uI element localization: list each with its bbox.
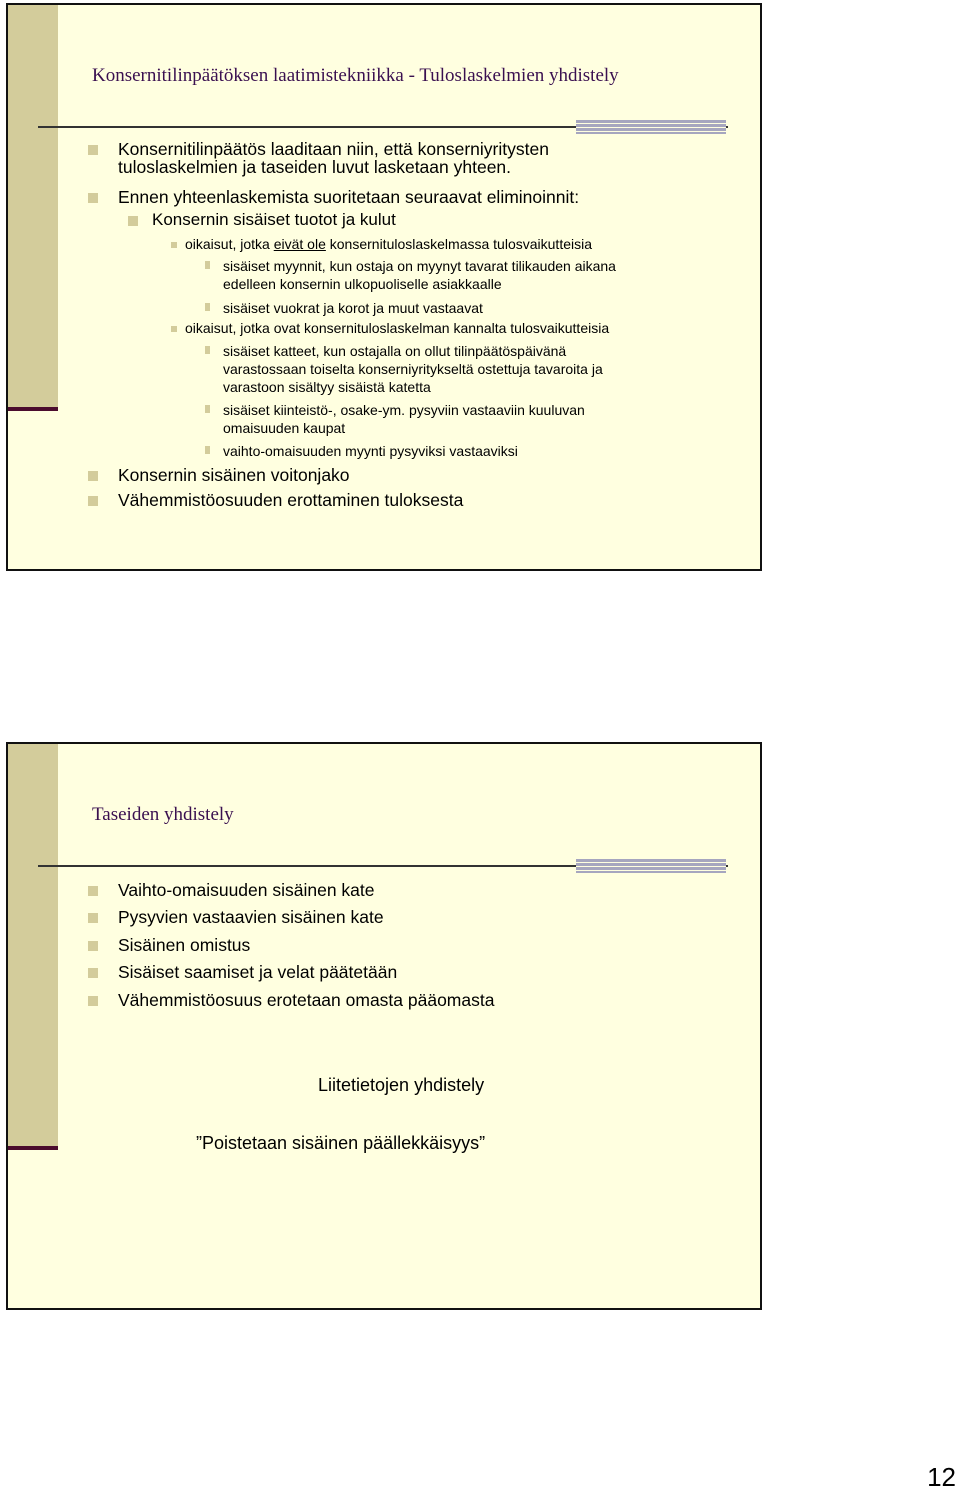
list-item bbox=[185, 237, 592, 252]
item-text: sisäiset myynnit, kun ostaja on myynyt tavarat tilikauden aikana bbox=[223, 258, 616, 274]
list-item: Konsernin sisäinen voitonjako bbox=[118, 465, 350, 485]
item-text: omaisuuden kaupat bbox=[223, 420, 346, 436]
list-item: Ennen yhteenlaskemista suoritetaan seuraavat eliminoinnit: bbox=[118, 187, 580, 207]
list-item: Vaihto-omaisuuden sisäinen kate bbox=[118, 880, 375, 900]
slide-1 bbox=[6, 3, 762, 571]
item-text: tuloslaskelmien ja taseiden luvut lasketaan yhteen. bbox=[118, 157, 512, 178]
list-item bbox=[223, 401, 585, 437]
list-item: Sisäinen omistus bbox=[118, 935, 251, 955]
item-text: edelleen konsernin ulkopuoliselle asiakkaalle bbox=[223, 276, 502, 292]
slide-2 bbox=[6, 742, 762, 1310]
slide-title: Taseiden yhdistely bbox=[92, 804, 234, 825]
slide-title: Konsernitilinpäätöksen laatimistekniikka - Tuloslaskelmien yhdistely bbox=[92, 65, 619, 86]
square-bullet-icon bbox=[88, 145, 98, 155]
quote: ”Poistetaan sisäinen päällekkäisyys” bbox=[196, 1133, 486, 1153]
square-bullet-icon bbox=[205, 303, 210, 311]
list-item: oikaisut, jotka ovat konsernituloslaskelman kannalta tulosvaikutteisia bbox=[185, 320, 610, 336]
item-text: oikaisut, jotka bbox=[185, 236, 274, 252]
square-bullet-icon bbox=[88, 913, 98, 923]
list-item: sisäiset vuokrat ja korot ja muut vastaavat bbox=[223, 300, 483, 316]
list-item bbox=[118, 140, 549, 177]
item-text: sisäiset katteet, kun ostajalla on ollut tilinpäätöspäivänä bbox=[223, 343, 567, 359]
square-bullet-icon bbox=[171, 242, 177, 248]
square-bullet-icon bbox=[88, 886, 98, 896]
item-text: varastoon sisältyy sisäistä katetta bbox=[223, 379, 431, 395]
square-bullet-icon bbox=[171, 326, 177, 332]
square-bullet-icon bbox=[88, 968, 98, 978]
square-bullet-icon bbox=[88, 193, 98, 203]
list-item: Pysyvien vastaavien sisäinen kate bbox=[118, 907, 384, 927]
list-item: Vähemmistöosuuden erottaminen tuloksesta bbox=[118, 490, 464, 510]
bullet-list bbox=[8, 744, 760, 1308]
list-item bbox=[223, 342, 603, 396]
item-text-underlined: eivät ole bbox=[273, 236, 326, 252]
square-bullet-icon bbox=[205, 405, 210, 413]
list-item: vaihto-omaisuuden myynti pysyviksi vastaaviksi bbox=[223, 443, 518, 459]
square-bullet-icon bbox=[88, 941, 98, 951]
item-text: sisäiset kiinteistö-, osake-ym. pysyviin vastaaviin kuuluvan bbox=[223, 402, 585, 418]
list-item: Konsernin sisäiset tuotot ja kulut bbox=[152, 210, 396, 229]
list-item bbox=[223, 257, 616, 293]
square-bullet-icon bbox=[88, 471, 98, 481]
square-bullet-icon bbox=[88, 496, 98, 506]
item-text: konsernituloslaskelmassa tulosvaikutteisia bbox=[325, 236, 592, 252]
square-bullet-icon bbox=[88, 996, 98, 1006]
square-bullet-icon bbox=[205, 446, 210, 454]
item-text: varastossaan toiselta konserniyritykseltä ostettuja tavaroita ja bbox=[223, 361, 603, 377]
square-bullet-icon bbox=[205, 261, 210, 269]
bullet-list bbox=[8, 5, 760, 569]
square-bullet-icon bbox=[205, 346, 210, 354]
subheading: Liitetietojen yhdistely bbox=[318, 1075, 485, 1095]
square-bullet-icon bbox=[128, 216, 138, 226]
item-text: Konsernitilinpäätös laaditaan niin, että konserniyritysten bbox=[118, 139, 549, 159]
list-item: Sisäiset saamiset ja velat päätetään bbox=[118, 962, 398, 982]
page-number: 12 bbox=[927, 1462, 956, 1492]
list-item: Vähemmistöosuus erotetaan omasta pääomasta bbox=[118, 990, 495, 1010]
